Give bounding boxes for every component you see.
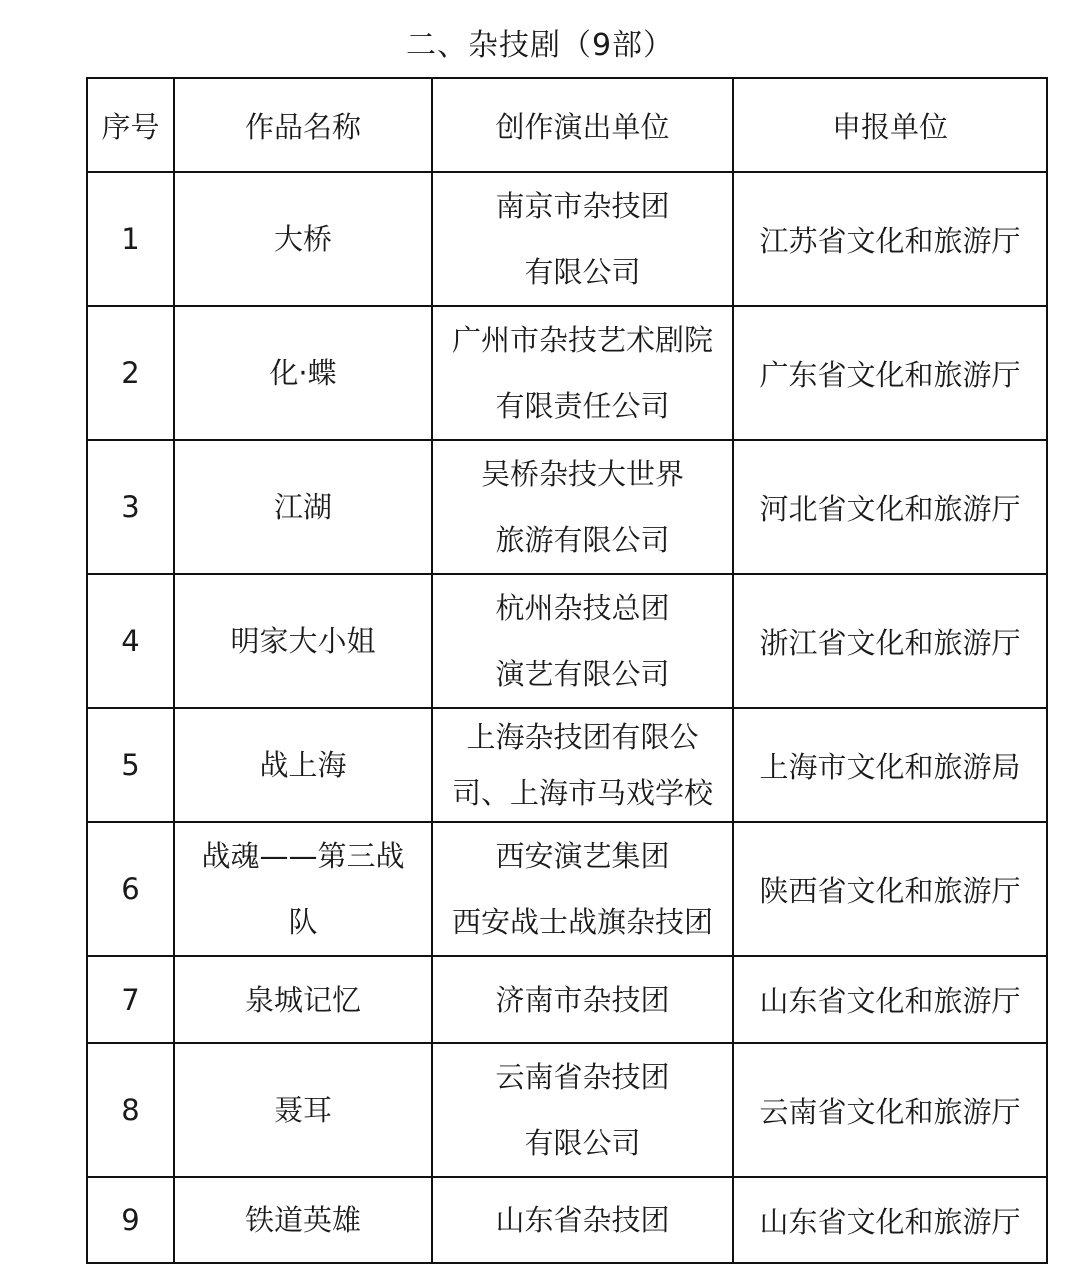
table-row [87,1177,1047,1263]
cell-producer [432,1043,733,1177]
header-cell-serial: 序号 [87,78,174,172]
work-name-line: 战上海 [259,748,347,782]
cell-work-name [174,1043,432,1177]
page-title: 二、杂技剧（9部） [405,28,675,63]
cell-applicant: 上海市文化和旅游局 [733,708,1047,822]
cell-serial: 7 [87,956,174,1043]
cell-serial: 8 [87,1043,174,1177]
work-name-line: 化·蝶 [269,356,337,390]
producer-line: 上海杂技团有限公 [466,720,699,754]
cell-work-name [174,956,432,1043]
cell-producer [432,1177,733,1263]
work-name-line: 队 [288,905,318,939]
producer-line: 有限责任公司 [495,389,670,423]
cell-applicant: 陕西省文化和旅游厅 [733,822,1047,956]
producer-line: 演艺有限公司 [495,657,670,691]
table-row [87,440,1047,574]
table-row [87,306,1047,440]
cell-serial: 2 [87,306,174,440]
cell-producer [432,708,733,822]
cell-serial: 4 [87,574,174,708]
header-cell-producer: 创作演出单位 [432,78,733,172]
cell-producer [432,956,733,1043]
table-row [87,1043,1047,1177]
cell-serial: 9 [87,1177,174,1263]
producer-line: 有限公司 [524,1126,641,1160]
work-name-line: 江湖 [273,490,332,524]
cell-work-name [174,1177,432,1263]
header-cell-work-name: 作品名称 [174,78,432,172]
producer-line: 山东省杂技团 [495,1203,670,1237]
work-name-line: 铁道英雄 [244,1203,361,1237]
cell-producer [432,574,733,708]
cell-applicant: 山东省文化和旅游厅 [733,956,1047,1043]
cell-producer [432,306,733,440]
producer-line: 司、上海市马戏学校 [451,776,713,810]
cell-applicant: 广东省文化和旅游厅 [733,306,1047,440]
cell-applicant: 云南省文化和旅游厅 [733,1043,1047,1177]
producer-line: 西安战士战旗杂技团 [451,905,713,939]
table-header-row [87,78,1047,172]
producer-line: 杭州杂技总团 [495,591,670,625]
producer-line: 吴桥杂技大世界 [480,457,684,491]
producer-line: 济南市杂技团 [495,982,670,1017]
cell-serial: 5 [87,708,174,822]
cell-serial: 6 [87,822,174,956]
table-row [87,822,1047,956]
producer-line: 云南省杂技团 [495,1060,670,1094]
cell-work-name [174,440,432,574]
producer-line: 旅游有限公司 [495,523,670,557]
work-name-line: 战魂——第三战 [201,839,405,873]
table-row [87,172,1047,306]
header-cell-applicant: 申报单位 [733,78,1047,172]
cell-producer [432,172,733,306]
table-row [87,574,1047,708]
producer-line: 西安演艺集团 [495,839,670,873]
cell-producer [432,822,733,956]
cell-work-name [174,306,432,440]
work-name-line: 明家大小姐 [230,624,376,658]
cell-producer [432,440,733,574]
producer-line: 广州市杂技艺术剧院 [451,323,713,357]
cell-work-name [174,822,432,956]
work-name-line: 聂耳 [273,1093,332,1127]
table-row [87,956,1047,1043]
works-table [86,77,1048,1264]
cell-serial: 3 [87,440,174,574]
cell-work-name [174,708,432,822]
work-name-line: 泉城记忆 [244,982,361,1017]
cell-applicant: 河北省文化和旅游厅 [733,440,1047,574]
cell-applicant: 浙江省文化和旅游厅 [733,574,1047,708]
cell-applicant: 山东省文化和旅游厅 [733,1177,1047,1263]
work-name-line: 大桥 [273,222,332,256]
cell-work-name [174,172,432,306]
producer-line: 南京市杂技团 [495,189,670,223]
table-row [87,708,1047,822]
cell-applicant: 江苏省文化和旅游厅 [733,172,1047,306]
cell-serial: 1 [87,172,174,306]
producer-line: 有限公司 [524,255,641,289]
cell-work-name [174,574,432,708]
